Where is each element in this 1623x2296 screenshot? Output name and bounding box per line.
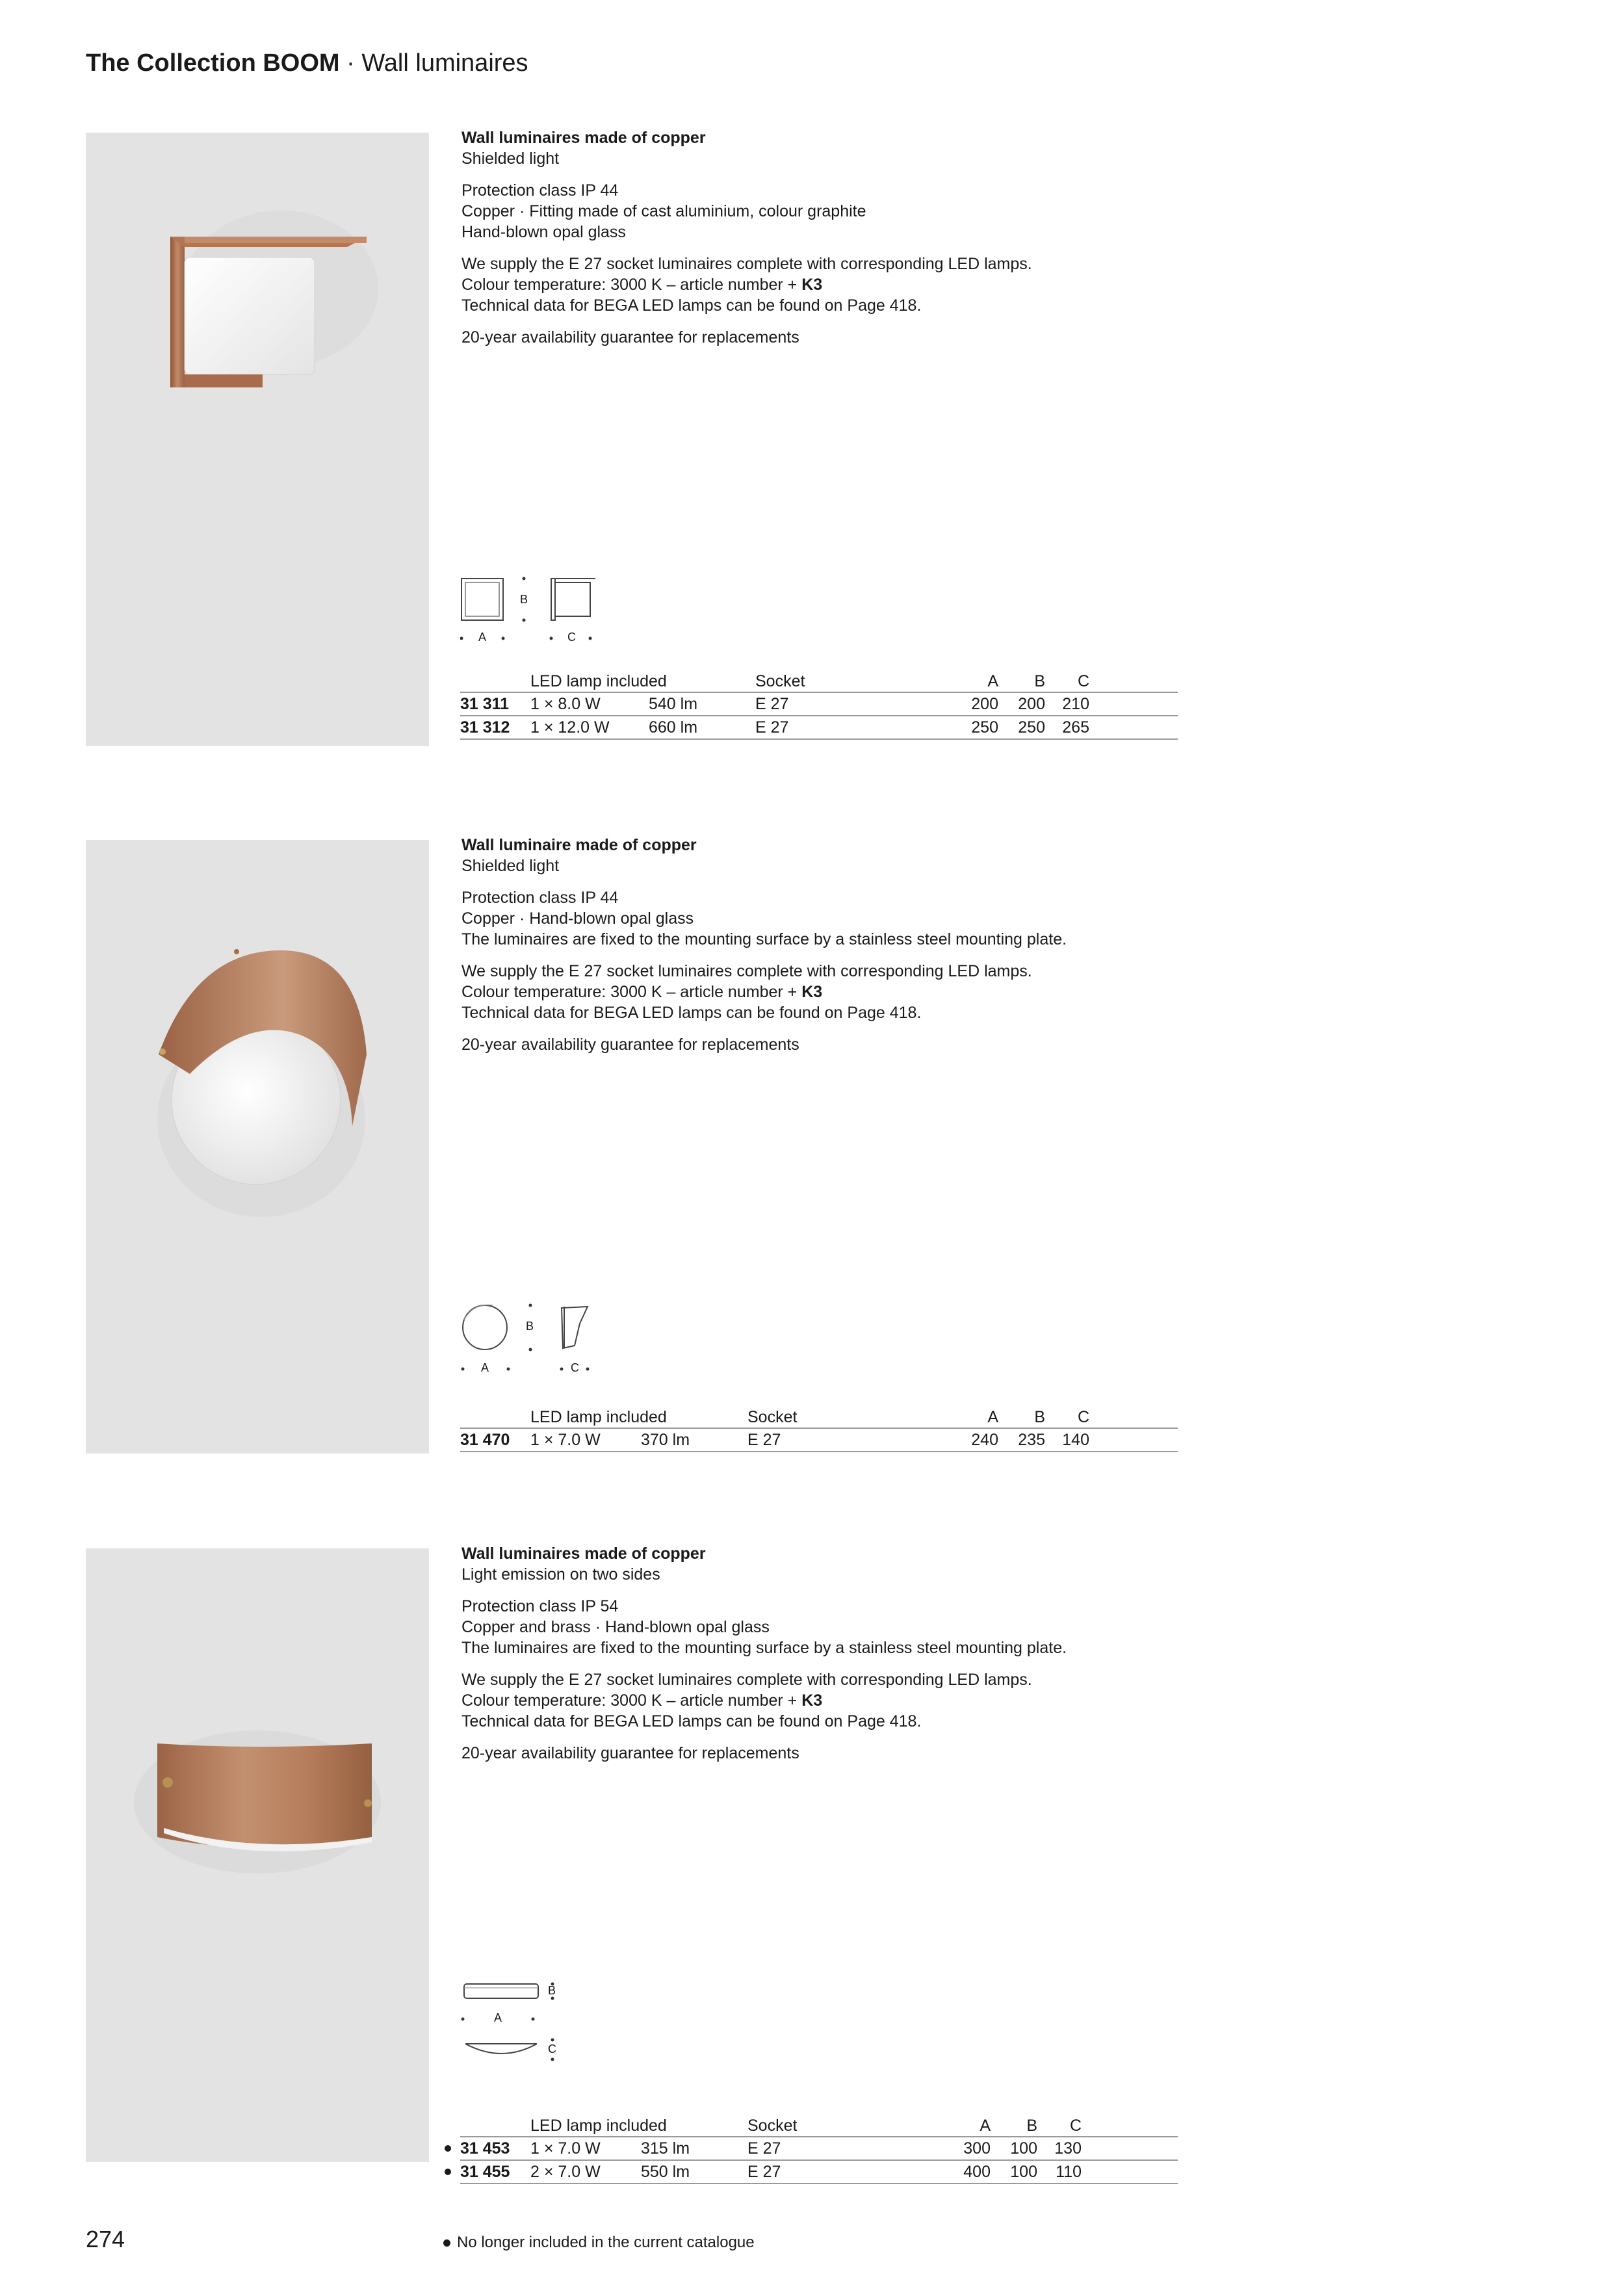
table-row: 31 311 1 × 8.0 W 540 lm E 27 200 200 210 [460,692,1178,716]
product-3-supply: We supply the E 27 socket luminaires complete with corresponding LED lamps. [461,1671,1032,1689]
col-lamp: LED lamp included [530,1407,667,1426]
product-3-colour: Colour temperature: 3000 K – article number + K3 [461,1691,823,1710]
col-b: B [1034,1407,1045,1426]
table-header [460,1407,1178,1428]
col-c: C [1069,2116,1082,2135]
dim-label-a: A [481,1361,489,1374]
col-socket: Socket [755,672,805,690]
footnote-text: No longer included in the current catalogue [457,2234,755,2251]
product-2-table [460,1407,1178,1452]
col-socket: Socket [747,2116,798,2135]
col-lamp: LED lamp included [530,672,667,690]
product-1-spec: Copper · Fitting made of cast aluminium, colour graphite [461,202,866,220]
footnote [443,2234,755,2252]
dim-label-b: B [526,1320,534,1333]
product-2-spec: Protection class IP 44 [461,889,619,907]
dimension-drawing-2 [460,1300,603,1378]
dim-label-c: C [571,1361,579,1374]
dim-label-b: B [548,1984,556,1997]
col-socket: Socket [747,1407,798,1426]
product-3-subtitle: Light emission on two sides [461,1565,660,1584]
product-3-spec: Protection class IP 54 [461,1597,619,1615]
product-3-description [461,1543,1189,1775]
product-2-spec: Copper · Hand-blown opal glass [461,909,694,928]
product-3-tech: Technical data for BEGA LED lamps can be found on Page 418. [461,1712,922,1730]
discontinued-marker [445,2169,451,2175]
product-3-guarantee: 20-year availability guarantee for replacements [461,1744,799,1762]
band-luminaire-image [86,1548,429,2162]
section-name: Wall luminaires [361,49,528,77]
product-3-spec: Copper and brass · Hand-blown opal glass [461,1618,770,1636]
dimension-drawing-1 [460,575,603,646]
product-photo-cube [86,133,429,746]
col-c: C [1077,1407,1089,1426]
product-1-spec: Hand-blown opal glass [461,223,626,241]
page-number: 274 [86,2226,125,2252]
page-title [86,49,528,77]
dim-label-c: C [548,2042,556,2055]
dim-label-a: A [494,2011,502,2024]
table-row: 31 455 2 × 7.0 W 550 lm E 27 400 100 110 [460,2160,1178,2184]
product-2-description [461,835,1189,1066]
product-1-subtitle: Shielded light [461,150,560,168]
product-2-title: Wall luminaire made of copper [461,836,697,854]
col-b: B [1026,2116,1037,2135]
dimension-drawing-3 [460,1979,577,2063]
product-photo-band [86,1548,429,2162]
product-3-title: Wall luminaires made of copper [461,1545,706,1563]
product-1-description [461,127,1189,359]
discontinued-marker [445,2145,451,2152]
discontinued-marker-legend [443,2239,450,2247]
band-dimension-sketch [460,1979,577,2063]
product-2-spec: The luminaires are fixed to the mounting surface by a stainless steel mounting plate. [461,930,1067,948]
col-a: A [987,672,998,690]
dim-label-a: A [478,631,487,644]
table-header [460,671,1178,692]
table-row: 31 312 1 × 12.0 W 660 lm E 27 250 250 265 [460,716,1178,739]
table-row: 31 453 1 × 7.0 W 315 lm E 27 300 100 130 [460,2137,1178,2160]
product-2-tech: Technical data for BEGA LED lamps can be found on Page 418. [461,1004,922,1022]
product-1-tech: Technical data for BEGA LED lamps can be found on Page 418. [461,296,922,315]
product-1-spec: Protection class IP 44 [461,181,619,200]
dim-label-c: C [567,631,576,644]
shield-luminaire-image [86,840,429,1454]
product-3-table [460,2115,1178,2184]
product-2-guarantee: 20-year availability guarantee for replacements [461,1036,799,1054]
col-a: A [987,1407,998,1426]
collection-name: The Collection BOOM [86,49,340,77]
col-b: B [1034,672,1045,690]
product-3-spec: The luminaires are fixed to the mounting surface by a stainless steel mounting plate. [461,1639,1067,1657]
col-a: A [980,2116,991,2135]
table-header [460,2115,1178,2137]
cube-luminaire-image [86,133,429,746]
product-2-colour: Colour temperature: 3000 K – article number + K3 [461,983,823,1001]
product-1-table [460,671,1178,740]
product-1-guarantee: 20-year availability guarantee for replacements [461,328,799,346]
dim-label-b: B [520,593,528,606]
col-c: C [1077,672,1089,690]
product-1-supply: We supply the E 27 socket luminaires complete with corresponding LED lamps. [461,255,1032,273]
product-2-subtitle: Shielded light [461,857,560,875]
product-1-title: Wall luminaires made of copper [461,129,706,147]
product-2-supply: We supply the E 27 socket luminaires complete with corresponding LED lamps. [461,962,1032,980]
product-1-colour: Colour temperature: 3000 K – article number + K3 [461,276,823,294]
table-row: 31 470 1 × 7.0 W 370 lm E 27 240 235 140 [460,1428,1178,1452]
col-lamp: LED lamp included [530,2116,667,2135]
product-photo-shield [86,840,429,1454]
title-separator: · [339,49,362,77]
